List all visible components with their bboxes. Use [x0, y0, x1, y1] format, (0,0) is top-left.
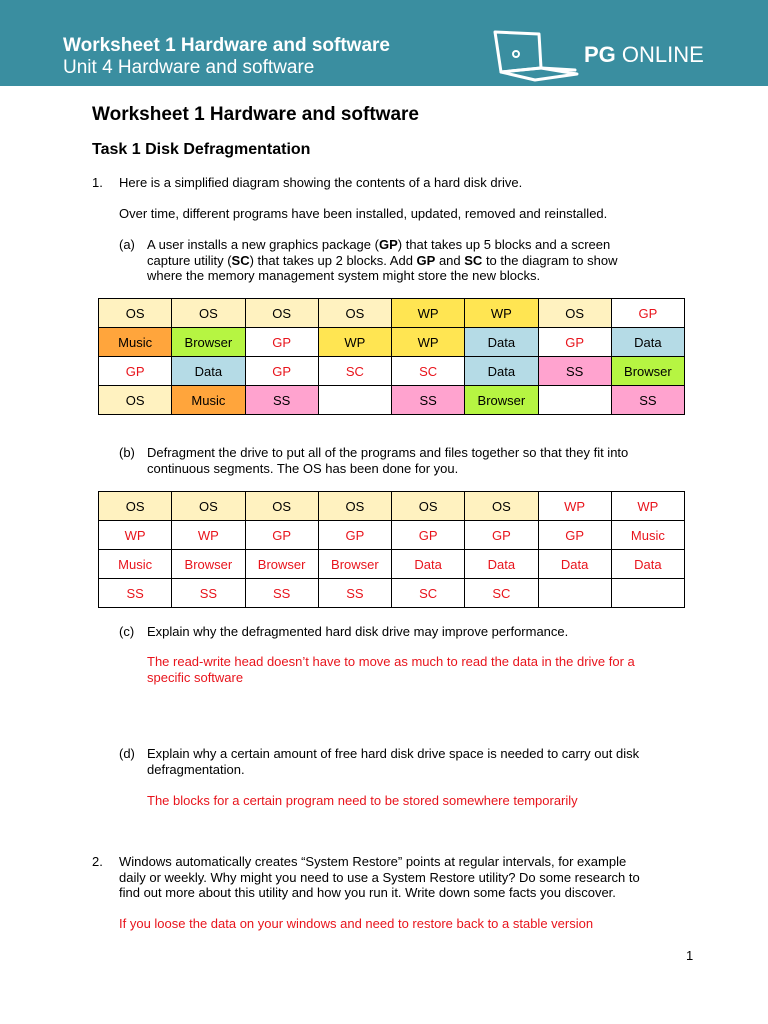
- disk-block-cell: OS: [465, 492, 538, 521]
- pg-online-logo: [491, 28, 711, 82]
- q2-question: [119, 854, 709, 901]
- table-row: [99, 579, 685, 608]
- disk-block-cell: OS: [392, 492, 465, 521]
- table-row: [99, 357, 685, 386]
- disk-block-cell: WP: [392, 328, 465, 357]
- question-number-1: 1.: [92, 175, 103, 190]
- disk-block-cell: WP: [392, 299, 465, 328]
- disk-block-cell: WP: [172, 521, 245, 550]
- disk-block-cell: SS: [172, 579, 245, 608]
- logo-wordmark: PG ONLINE: [584, 42, 704, 67]
- disk-block-cell: OS: [99, 492, 172, 521]
- disk-block-cell: GP: [611, 299, 684, 328]
- disk-block-cell: SS: [245, 579, 318, 608]
- part-a-question: [147, 237, 687, 284]
- disk-block-cell: GP: [245, 521, 318, 550]
- table-row: [99, 521, 685, 550]
- disk-block-cell: GP: [245, 357, 318, 386]
- part-c-question: Explain why the defragmented hard disk drive may improve performance.: [147, 624, 569, 639]
- part-c-answer-line-2: specific software: [147, 669, 244, 685]
- disk-block-cell: OS: [99, 386, 172, 415]
- disk-block-cell: Music: [99, 328, 172, 357]
- disk-block-cell: GP: [318, 521, 391, 550]
- disk-block-cell: GP: [538, 328, 611, 357]
- disk-block-cell: OS: [245, 299, 318, 328]
- disk-block-cell: OS: [99, 299, 172, 328]
- disk-block-cell: Data: [465, 550, 538, 579]
- part-d-line-2: defragmentation.: [147, 761, 245, 777]
- disk-block-cell: WP: [611, 492, 684, 521]
- disk-blocks-table-before: [98, 298, 685, 415]
- laptop-icon: [491, 28, 581, 82]
- disk-block-cell: [538, 386, 611, 415]
- disk-block-cell: SC: [465, 579, 538, 608]
- part-b-line-2: continuous segments. The OS has been done for you.: [147, 460, 459, 476]
- q1-context-text: Over time, different programs have been installed, updated, removed and reinstalled.: [119, 206, 608, 221]
- disk-block-cell: SS: [611, 386, 684, 415]
- disk-block-cell: Data: [465, 357, 538, 386]
- disk-block-cell: Data: [465, 328, 538, 357]
- disk-block-cell: [611, 579, 684, 608]
- disk-block-cell: Data: [538, 550, 611, 579]
- table-row: [99, 386, 685, 415]
- disk-block-cell: Data: [392, 550, 465, 579]
- part-d-line-1: Explain why a certain amount of free hard disk drive space is needed to carry out disk: [147, 746, 640, 761]
- disk-block-cell: OS: [172, 299, 245, 328]
- disk-block-cell: [318, 386, 391, 415]
- disk-block-cell: Browser: [465, 386, 538, 415]
- part-c-label: (c): [119, 624, 135, 639]
- disk-block-cell: Music: [611, 521, 684, 550]
- q1-intro-text: Here is a simplified diagram showing the contents of a hard disk drive.: [119, 175, 523, 190]
- disk-block-cell: GP: [245, 328, 318, 357]
- page-header: [0, 0, 768, 86]
- disk-block-cell: Data: [611, 328, 684, 357]
- task-title: Task 1 Disk Defragmentation: [92, 141, 311, 158]
- disk-block-cell: GP: [465, 521, 538, 550]
- part-b-line-1: Defragment the drive to put all of the programs and files together so that they fit into: [147, 445, 629, 460]
- disk-block-cell: SS: [538, 357, 611, 386]
- q2-line-1: Windows automatically creates “System Restore” points at regular intervals, for example: [119, 854, 627, 869]
- part-b-question: [147, 445, 687, 476]
- q2-line-3: find out more about this utility and how you run it. Write down some facts you discover.: [119, 885, 616, 900]
- q2-answer: If you loose the data on your windows and need to restore back to a stable version: [119, 916, 594, 931]
- disk-blocks-table-defragmented: [98, 491, 685, 608]
- disk-block-cell: Data: [611, 550, 684, 579]
- table-row: [99, 550, 685, 579]
- disk-block-cell: SS: [245, 386, 318, 415]
- disk-block-cell: SS: [99, 579, 172, 608]
- disk-block-cell: Browser: [611, 357, 684, 386]
- disk-block-cell: OS: [245, 492, 318, 521]
- page-number: 1: [686, 948, 694, 963]
- part-c-answer: [147, 654, 707, 685]
- disk-block-cell: SC: [392, 357, 465, 386]
- part-a-label: (a): [119, 237, 135, 252]
- part-a-line-1: A user installs a new graphics package (GP) that takes up 5 blocks and a screen: [147, 237, 611, 252]
- table-row: [99, 299, 685, 328]
- part-c-answer-line-1: The read-write head doesn’t have to move as much to read the data in the drive for a: [147, 654, 635, 669]
- disk-block-cell: Browser: [318, 550, 391, 579]
- part-b-label: (b): [119, 445, 135, 460]
- question-number-2: 2.: [92, 854, 103, 869]
- disk-block-cell: GP: [392, 521, 465, 550]
- disk-block-cell: [538, 579, 611, 608]
- part-d-label: (d): [119, 746, 135, 761]
- disk-block-cell: Music: [99, 550, 172, 579]
- table-row: [99, 492, 685, 521]
- disk-block-cell: Browser: [172, 550, 245, 579]
- document-title: Worksheet 1 Hardware and software: [92, 104, 419, 125]
- disk-block-cell: OS: [318, 492, 391, 521]
- header-title: Worksheet 1 Hardware and software: [63, 35, 390, 56]
- part-a-line-2: capture utility (SC) that takes up 2 blocks. Add GP and SC to the diagram to show: [147, 252, 618, 268]
- part-d-answer: The blocks for a certain program need to be stored somewhere temporarily: [147, 793, 578, 808]
- disk-block-cell: WP: [99, 521, 172, 550]
- disk-block-cell: WP: [465, 299, 538, 328]
- disk-block-cell: Music: [172, 386, 245, 415]
- disk-block-cell: Browser: [172, 328, 245, 357]
- disk-block-cell: WP: [538, 492, 611, 521]
- header-subtitle: Unit 4 Hardware and software: [63, 57, 315, 78]
- disk-block-cell: OS: [538, 299, 611, 328]
- disk-block-cell: SC: [318, 357, 391, 386]
- disk-block-cell: GP: [99, 357, 172, 386]
- part-a-line-3: where the memory management system might store the new blocks.: [147, 268, 541, 283]
- disk-block-cell: Browser: [245, 550, 318, 579]
- part-d-question: [147, 746, 697, 777]
- disk-block-cell: Data: [172, 357, 245, 386]
- disk-block-cell: GP: [538, 521, 611, 550]
- q2-line-2: daily or weekly. Why might you need to use a System Restore utility? Do some research to: [119, 869, 640, 885]
- disk-block-cell: OS: [172, 492, 245, 521]
- disk-block-cell: WP: [318, 328, 391, 357]
- disk-block-cell: SS: [392, 386, 465, 415]
- disk-block-cell: SS: [318, 579, 391, 608]
- table-row: [99, 328, 685, 357]
- disk-block-cell: SC: [392, 579, 465, 608]
- disk-block-cell: OS: [318, 299, 391, 328]
